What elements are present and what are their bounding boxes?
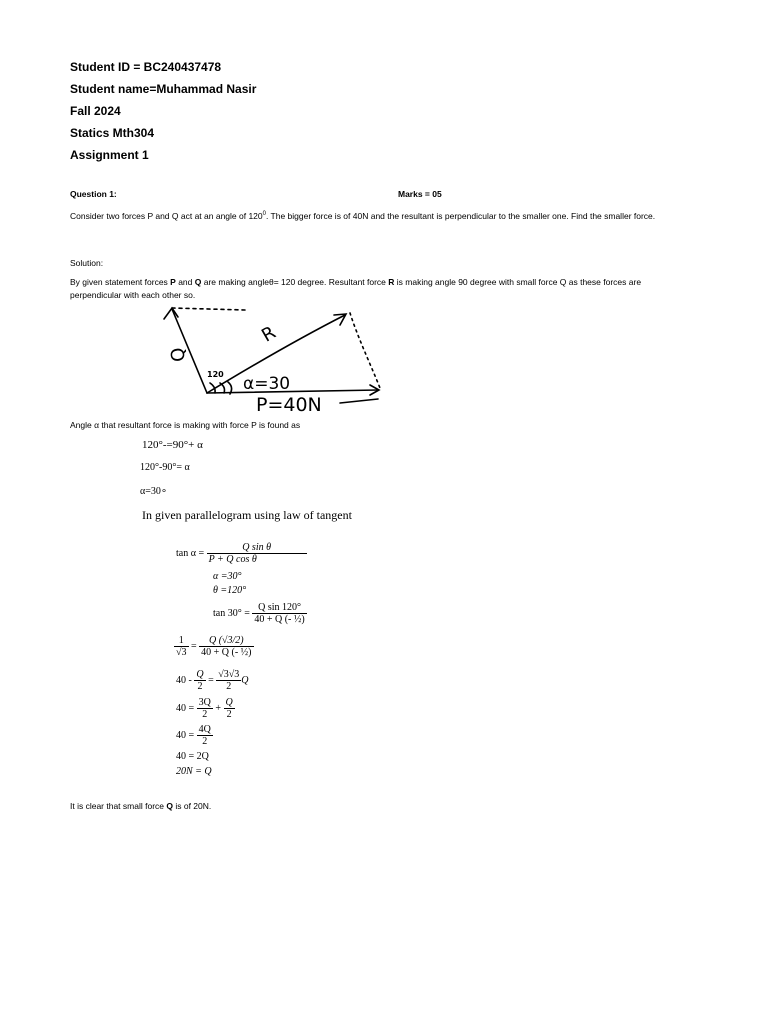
frac-6 <box>216 669 241 692</box>
tan-alpha-lhs: tan α = <box>176 547 205 559</box>
line-8: 20N = Q <box>176 766 212 777</box>
plus-sign: + <box>215 702 222 714</box>
tan-alpha-eq <box>176 542 307 565</box>
sol-s5: is making angle 90 degree with small force Q as these forces are perpendicular with each other so. <box>70 277 642 300</box>
label-120: 120 <box>207 370 224 379</box>
frac-5 <box>194 669 205 692</box>
frac-1-den: P + Q cos θ <box>208 554 257 565</box>
course: Statics Mth304 <box>70 126 155 140</box>
law-line: In given parallelogram using law of tangent <box>142 508 352 522</box>
theta-value: θ =120° <box>213 585 247 596</box>
conclusion-q: Q <box>166 801 173 811</box>
sol-s2: and <box>175 277 195 287</box>
sol-s4: = 120 degree. Resultant force <box>273 277 389 287</box>
student-name: Student name=Muhammad Nasir <box>70 82 257 96</box>
sol-q: Q <box>194 277 202 287</box>
line-5 <box>176 697 235 720</box>
degree-sup: 0 <box>262 211 266 217</box>
frac-2-den: 40 + Q (- ½) <box>254 614 305 625</box>
right-dashed-edge <box>350 313 380 388</box>
sol-r: R <box>388 277 395 287</box>
frac-6-num: √3√3 <box>218 669 240 680</box>
solution-text <box>70 276 690 301</box>
label-r: R <box>258 322 280 347</box>
l6-lhs: 40 = <box>176 729 195 741</box>
conclusion-b: is of 20N. <box>173 801 212 811</box>
frac-5-num: Q <box>196 669 204 680</box>
frac-3-den: √3 <box>176 647 187 658</box>
sol-s1: By given statement forces <box>70 277 171 287</box>
question-text <box>70 208 690 222</box>
angle-line: Angle α that resultant force is making with force P is found as <box>70 420 301 430</box>
frac-4 <box>199 635 253 658</box>
alpha-value: α =30° <box>213 571 242 582</box>
conclusion-a: It is clear that small force <box>70 801 167 811</box>
tan30-eq <box>213 602 307 625</box>
frac-4-den: 40 + Q (- ½) <box>201 647 252 658</box>
frac-4-num: Q (√3/2) <box>199 635 253 647</box>
conclusion <box>70 801 211 811</box>
frac-1-num: Q sin θ <box>207 542 307 554</box>
label-q: Q <box>167 346 190 363</box>
assignment-title: Assignment 1 <box>70 148 149 162</box>
line-4 <box>176 669 248 692</box>
eq1: 120°-=90°+ α <box>142 439 203 451</box>
one-over-root3-eq <box>174 635 254 658</box>
line-7: 40 = 2Q <box>176 751 209 762</box>
frac-8 <box>224 697 235 720</box>
sol-theta: θ <box>268 277 274 287</box>
p-arrow-underline <box>340 399 378 403</box>
frac-1 <box>207 542 307 565</box>
frac-2 <box>252 602 306 625</box>
l5-lhs: 40 = <box>176 702 195 714</box>
frac-3-num: 1 <box>174 635 189 647</box>
label-alpha: α=30 <box>243 374 291 394</box>
frac-7 <box>197 697 213 720</box>
question-text-a: Consider two forces P and Q act at an angle of 120 <box>70 210 263 221</box>
frac-9 <box>197 724 213 747</box>
frac-8-den: 2 <box>226 709 232 720</box>
frac-6-den: 2 <box>226 681 232 692</box>
question-label: Question 1: <box>70 189 117 199</box>
eq2: 120°-90°= α <box>140 462 190 473</box>
label-p: P=40N <box>256 394 322 415</box>
frac-7-num: 3Q <box>198 697 211 708</box>
l4-lhs: 40 - <box>176 674 192 686</box>
frac-9-den: 2 <box>202 736 208 747</box>
tan30-lhs: tan 30° = <box>213 607 250 619</box>
question-marks: Marks = 05 <box>398 189 442 199</box>
frac-8-num: Q <box>225 697 233 708</box>
frac-2-num: Q sin 120° <box>252 602 306 614</box>
solution-label: Solution: <box>70 258 104 268</box>
frac-3 <box>174 635 189 658</box>
eq-sign-2: = <box>208 674 214 686</box>
question-text-b: . The bigger force is of 40N and the resultant is perpendicular to the smaller one. Find the smaller force. <box>265 210 656 221</box>
frac-7-den: 2 <box>202 709 208 720</box>
eq-sign-1: = <box>191 640 197 652</box>
frac-9-num: 4Q <box>198 724 211 735</box>
frac-5-den: 2 <box>197 681 203 692</box>
line-6 <box>176 724 213 747</box>
sol-s3: are making angle <box>201 277 269 287</box>
top-dashed-edge <box>172 308 245 310</box>
eq3: α=30∘ <box>140 486 168 497</box>
student-id: Student ID = BC240437478 <box>70 60 222 74</box>
force-p-line <box>207 390 378 393</box>
l4-q: Q <box>241 674 249 686</box>
force-diagram <box>150 303 390 415</box>
sol-p: P <box>170 277 176 287</box>
term: Fall 2024 <box>70 104 121 118</box>
